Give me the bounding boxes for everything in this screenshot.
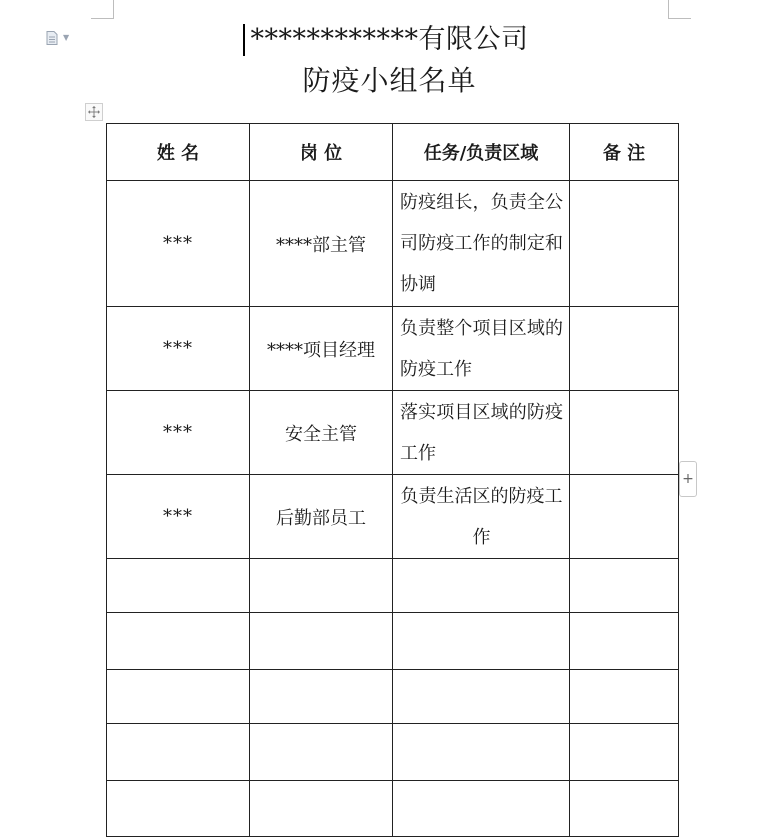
table-row-empty xyxy=(107,781,679,837)
cell-note[interactable] xyxy=(570,391,679,475)
empty-cell[interactable] xyxy=(570,670,679,724)
table-row xyxy=(107,475,679,559)
cell-task[interactable]: 负责整个项目区域的防疫工作 xyxy=(393,307,570,391)
header-name: 姓 名 xyxy=(107,124,250,181)
empty-cell[interactable] xyxy=(570,781,679,837)
add-column-button[interactable]: + xyxy=(679,461,697,497)
cell-name[interactable]: *** xyxy=(107,307,250,391)
empty-cell[interactable] xyxy=(393,724,570,781)
empty-cell[interactable] xyxy=(107,781,250,837)
cell-position[interactable]: ****项目经理 xyxy=(250,307,393,391)
empty-cell[interactable] xyxy=(107,670,250,724)
cell-position[interactable]: ****部主管 xyxy=(250,181,393,307)
empty-cell[interactable] xyxy=(107,613,250,670)
roster-table xyxy=(106,123,679,837)
cell-task[interactable]: 负责生活区的防疫工作 xyxy=(393,475,570,559)
empty-cell[interactable] xyxy=(393,670,570,724)
table-row xyxy=(107,181,679,307)
cell-task[interactable]: 落实项目区域的防疫工作 xyxy=(393,391,570,475)
header-position: 岗 位 xyxy=(250,124,393,181)
cell-name[interactable]: *** xyxy=(107,391,250,475)
cell-position[interactable]: 安全主管 xyxy=(250,391,393,475)
empty-cell[interactable] xyxy=(250,724,393,781)
table-row-empty xyxy=(107,559,679,613)
chevron-down-icon[interactable]: ▼ xyxy=(63,33,70,42)
header-note: 备 注 xyxy=(570,124,679,181)
cell-note[interactable] xyxy=(570,475,679,559)
empty-cell[interactable] xyxy=(250,670,393,724)
page-corner-top-left xyxy=(91,0,114,19)
table-header-row xyxy=(107,124,679,181)
table-row-empty xyxy=(107,613,679,670)
cell-task[interactable]: 防疫组长，负责全公司防疫工作的制定和协调 xyxy=(393,181,570,307)
cell-position[interactable]: 后勤部员工 xyxy=(250,475,393,559)
empty-cell[interactable] xyxy=(107,724,250,781)
cell-note[interactable] xyxy=(570,307,679,391)
empty-cell[interactable] xyxy=(393,613,570,670)
table-row xyxy=(107,307,679,391)
empty-cell[interactable] xyxy=(393,559,570,613)
cell-note[interactable] xyxy=(570,181,679,307)
table-row-empty xyxy=(107,724,679,781)
empty-cell[interactable] xyxy=(570,613,679,670)
text-cursor xyxy=(243,24,245,56)
list-title: 防疫小组名单 xyxy=(302,64,477,97)
table-row xyxy=(107,391,679,475)
empty-cell[interactable] xyxy=(107,559,250,613)
header-task: 任务/负责区域 xyxy=(393,124,570,181)
empty-cell[interactable] xyxy=(570,724,679,781)
empty-cell[interactable] xyxy=(570,559,679,613)
page-corner-top-right xyxy=(668,0,691,19)
empty-cell[interactable] xyxy=(393,781,570,837)
move-handle-icon[interactable] xyxy=(85,103,103,121)
cell-name[interactable]: *** xyxy=(107,181,250,307)
empty-cell[interactable] xyxy=(250,781,393,837)
table-row-empty xyxy=(107,670,679,724)
empty-cell[interactable] xyxy=(250,559,393,613)
cell-name[interactable]: *** xyxy=(107,475,250,559)
empty-cell[interactable] xyxy=(250,613,393,670)
company-title: ************有限公司 xyxy=(250,24,529,55)
